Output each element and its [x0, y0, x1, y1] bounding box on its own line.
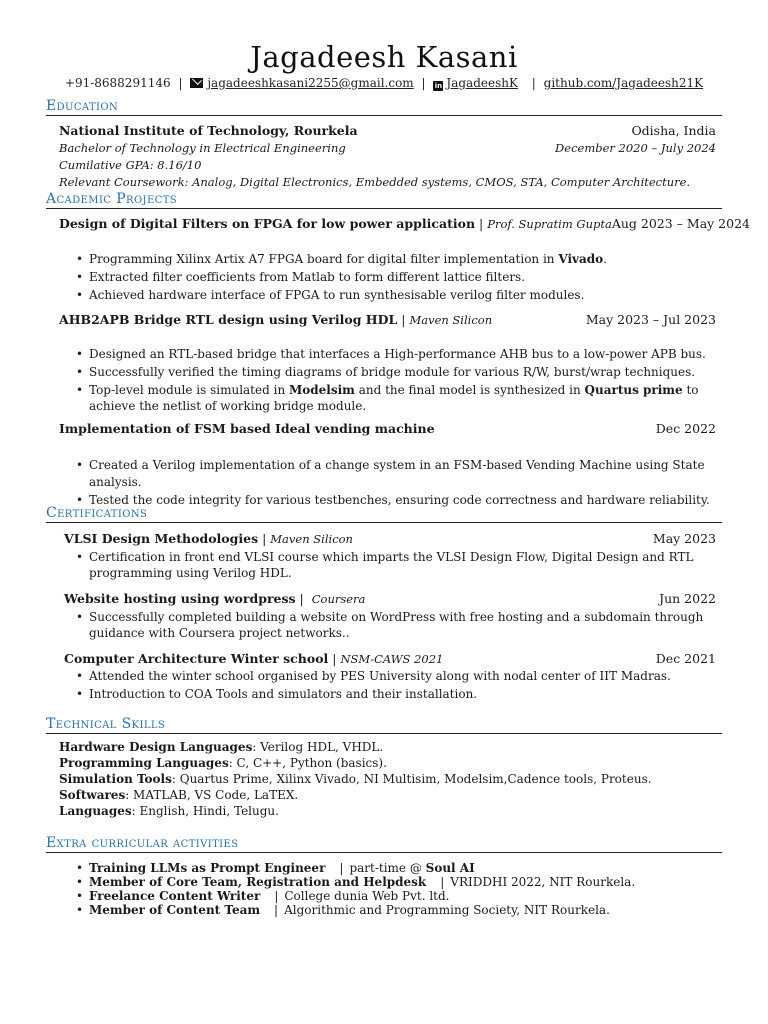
list-item: • Freelance Content Writer | College dunia Web Pvt. ltd.	[72, 889, 720, 903]
section-heading-projects: Academic Projects	[46, 191, 722, 209]
certification-title: Website hosting using wordpress	[64, 591, 296, 606]
list-item: • Introduction to COA Tools and simulators and their installation.	[72, 686, 720, 703]
certification-dates: Jun 2022	[659, 591, 716, 606]
certification-title: Computer Architecture Winter school	[64, 651, 329, 666]
project-title: Implementation of FSM based Ideal vending machine	[59, 421, 435, 436]
certification-header: Website hosting using wordpress | Coursera Jun 2022	[64, 591, 716, 606]
skill-row: Softwares: MATLAB, VS Code, LaTEX.	[59, 788, 299, 802]
list-item: • Training LLMs as Prompt Engineer | part-time @ Soul AI	[72, 861, 720, 875]
list-item: • Certification in front end VLSI course which imparts the VLSI Design Flow, Digital Design and RTL programming using Verilog HDL.	[72, 549, 720, 581]
mail-icon	[190, 78, 203, 88]
list-item: • Attended the winter school organised by PES University along with nodal center of IIT Madras.	[72, 668, 720, 685]
list-item: • Created a Verilog implementation of a change system in an FSM-based Vending Machine using State analysis.	[72, 457, 720, 491]
linkedin-icon: in	[434, 82, 443, 90]
education-degree-row	[59, 141, 716, 155]
linkedin-link[interactable]: JagadeeshK	[446, 76, 518, 90]
list-item: • Successfully completed building a website on WordPress with free hosting and a subdomain through guidance with Coursera project networks..	[72, 609, 720, 641]
skill-row: Hardware Design Languages: Verilog HDL, VHDL.	[59, 740, 384, 754]
certification-bullets	[72, 609, 720, 642]
certification-dates: Dec 2021	[655, 651, 716, 666]
list-item: • Member of Core Team, Registration and Helpdesk | VRIDDHI 2022, NIT Rourkela.	[72, 875, 720, 889]
certification-bullets	[72, 549, 720, 582]
skill-row: Languages: English, Hindi, Telugu.	[59, 804, 279, 818]
education-dates: December 2020 – July 2024	[555, 141, 716, 155]
separator: |	[178, 76, 183, 90]
skills-list	[59, 739, 716, 819]
phone-number: +91-8688291146	[64, 76, 171, 90]
project-header: AHB2APB Bridge RTL design using Verilog HDL | Maven Silicon May 2023 – Jul 2023	[59, 312, 716, 327]
list-item: • Tested the code integrity for various testbenches, ensuring code correctness and hardware reliability.	[72, 492, 720, 509]
list-item: • Programming Xilinx Artix A7 FPGA board for digital filter implementation in Vivado.	[72, 251, 720, 268]
list-item: • Achieved hardware interface of FPGA to run synthesisable verilog filter modules.	[72, 287, 720, 304]
institute-name: National Institute of Technology, Rourkela	[59, 123, 358, 138]
education-header	[59, 123, 716, 138]
project-bullets	[72, 457, 720, 510]
project-header: Design of Digital Filters on FPGA for low power application | Prof. Supratim Gupta Aug 2023 – May 2024	[59, 216, 750, 231]
project-title: AHB2APB Bridge RTL design using Verilog HDL	[59, 312, 398, 327]
list-item: • Member of Content Team | Algorithmic and Programming Society, NIT Rourkela.	[72, 903, 720, 917]
extra-curricular-list	[72, 861, 720, 917]
coursework: Relevant Coursework: Analog, Digital Electronics, Embedded systems, CMOS, STA, Computer Architecture.	[59, 175, 691, 189]
candidate-name: Jagadeesh Kasani	[250, 40, 518, 74]
project-dates: Aug 2023 – May 2024	[611, 216, 750, 231]
github-link[interactable]: github.com/Jagadeesh21K	[543, 76, 704, 90]
list-item: • Top-level module is simulated in Modelsim and the final model is synthesized in Quartus prime to achieve the netlist of working bridge module.	[72, 382, 720, 414]
list-item: • Successfully verified the timing diagrams of bridge module for various R/W, burst/wrap techniques.	[72, 364, 720, 381]
section-heading-certifications: Certifications	[46, 505, 722, 523]
certification-header: VLSI Design Methodologies | Maven Silicon May 2023	[64, 531, 716, 546]
section-heading-extra: Extra curricular activities	[46, 835, 722, 853]
project-dates: May 2023 – Jul 2023	[585, 312, 716, 327]
certification-org: Maven Silicon	[270, 532, 353, 546]
project-org: Maven Silicon	[409, 313, 493, 327]
certification-header: Computer Architecture Winter school | NSM-CAWS 2021 Dec 2021	[64, 651, 716, 666]
gpa: Cumilative GPA: 8.16/10	[59, 158, 202, 172]
section-heading-education: Education	[46, 98, 722, 116]
project-bullets	[72, 346, 720, 415]
certification-org: NSM-CAWS 2021	[340, 652, 444, 666]
certification-bullets	[72, 668, 720, 704]
contact-line	[0, 76, 768, 91]
project-title: Design of Digital Filters on FPGA for low power application	[59, 216, 476, 231]
list-item: • Designed an RTL-based bridge that interfaces a High-performance AHB bus to a low-power APB bus.	[72, 346, 720, 363]
project-header	[59, 421, 716, 436]
project-dates: Dec 2022	[655, 421, 716, 436]
degree: Bachelor of Technology in Electrical Engineering	[59, 141, 346, 155]
skill-row: Programming Languages: C, C++, Python (basics).	[59, 756, 387, 770]
separator: |	[421, 76, 426, 90]
skill-row: Simulation Tools: Quartus Prime, Xilinx Vivado, NI Multisim, Modelsim,Cadence tools, Proteus.	[59, 772, 652, 786]
certification-dates: May 2023	[652, 531, 716, 546]
certification-title: VLSI Design Methodologies	[64, 531, 259, 546]
institute-location: Odisha, India	[631, 123, 716, 138]
list-item: • Extracted filter coefficients from Matlab to form different lattice filters.	[72, 269, 720, 286]
section-heading-skills: Technical Skills	[46, 716, 722, 734]
project-bullets	[72, 251, 720, 305]
certification-org: Coursera	[311, 592, 366, 606]
project-org: Prof. Supratim Gupta	[487, 217, 612, 231]
email-link[interactable]: jagadeeshkasani2255@gmail.com	[207, 76, 414, 90]
separator: |	[531, 76, 536, 90]
